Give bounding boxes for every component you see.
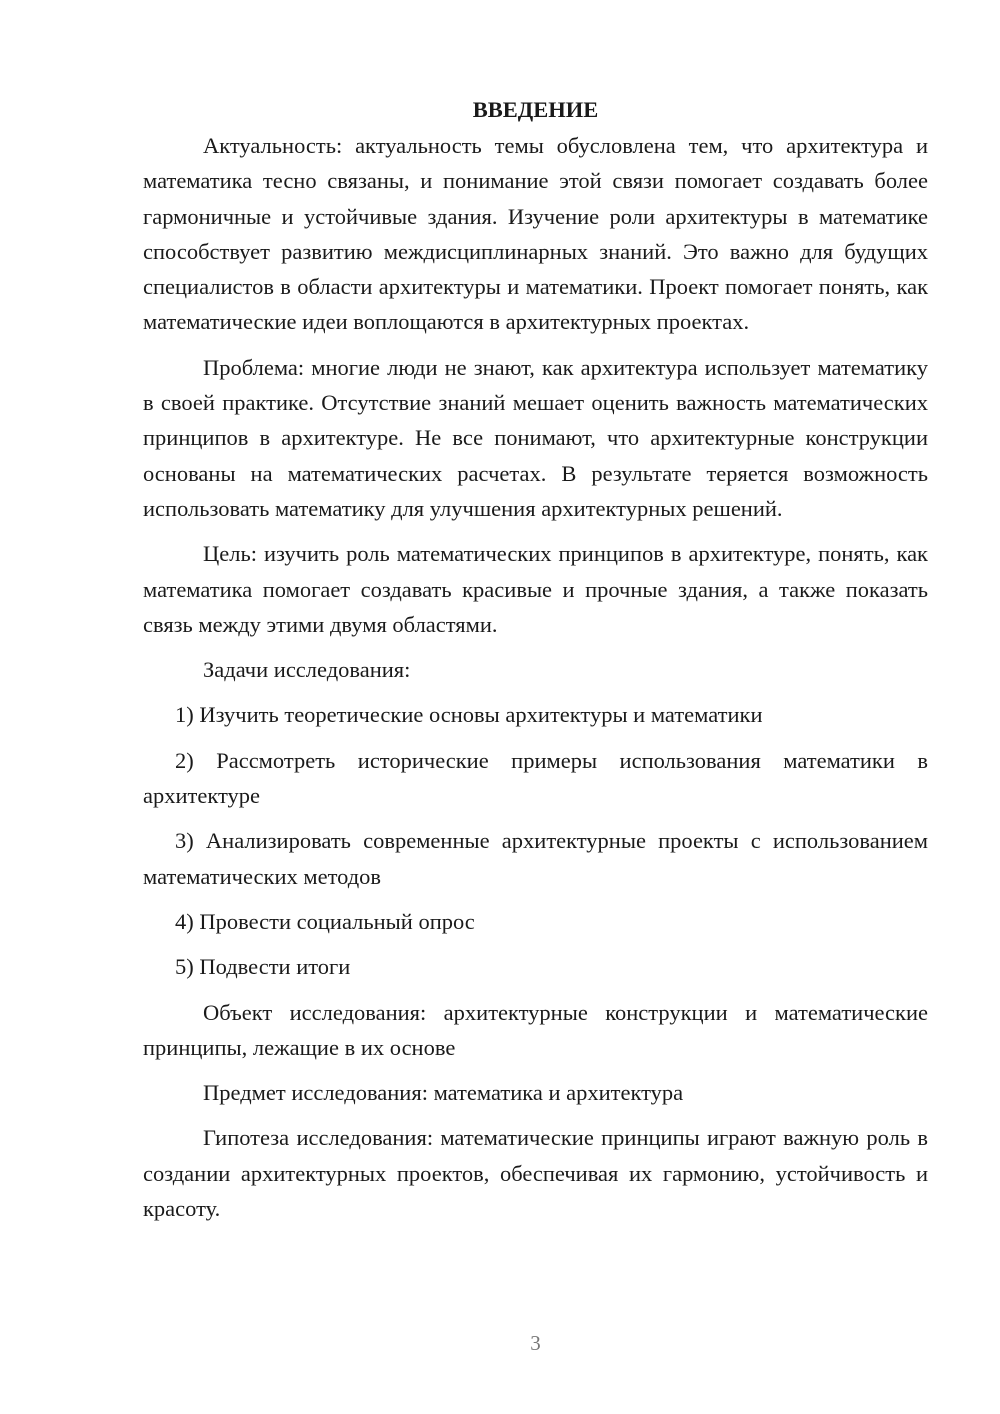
paragraph-subject: Предмет исследования: математика и архитектура bbox=[203, 1080, 684, 1106]
paragraph-relevance: Актуальность: актуальность темы обусловлена тем, что архитектура и математика тесно связаны, и понимание этой связи помогает создавать более гармоничные и устойчивые здания. Изучение роли архитектуры в математике способствует развитию междисциплинарных знаний. Это важно для будущих специалистов в области архитектуры и математики. Проект помогает понять, как математические идеи воплощаются в архитектурных проектах. bbox=[143, 133, 928, 335]
task-item: 5) Подвести итоги bbox=[175, 954, 351, 980]
task-item: 3) Анализировать современные архитектурные проекты с использованием математических методов bbox=[143, 828, 928, 889]
page-number: 3 bbox=[530, 1331, 541, 1355]
document-page bbox=[143, 92, 928, 1226]
paragraph-hypothesis: Гипотеза исследования: математические принципы играют важную роль в создании архитектурных проектов, обеспечивая их гармонию, устойчивость и красоту. bbox=[143, 1125, 928, 1222]
task-item: 1) Изучить теоретические основы архитектуры и математики bbox=[175, 702, 763, 728]
task-item: 4) Провести социальный опрос bbox=[175, 908, 475, 934]
task-item: 2) Рассмотреть исторические примеры использования математики в архитектуре bbox=[143, 747, 928, 809]
paragraph-goal: Цель: изучить роль математических принципов в архитектуре, понять, как математика помогает создавать красивые и прочные здания, а также показать связь между этими двумя областями. bbox=[143, 541, 928, 637]
paragraph-object: Объект исследования: архитектурные конструкции и математические принципы, лежащие в их основе bbox=[143, 999, 928, 1060]
tasks-heading: Задачи исследования: bbox=[203, 657, 411, 683]
paragraph-problem: Проблема: многие люди не знают, как архитектура использует математику в своей практике. Отсутствие знаний мешает оценить важность математических принципов в архитектуре. Не все понимают, что архитектурные конструкции основаны на математических расчетах. В результате теряется возможность использовать математику для улучшения архитектурных решений. bbox=[143, 354, 928, 521]
section-title: ВВЕДЕНИЕ bbox=[472, 97, 599, 122]
